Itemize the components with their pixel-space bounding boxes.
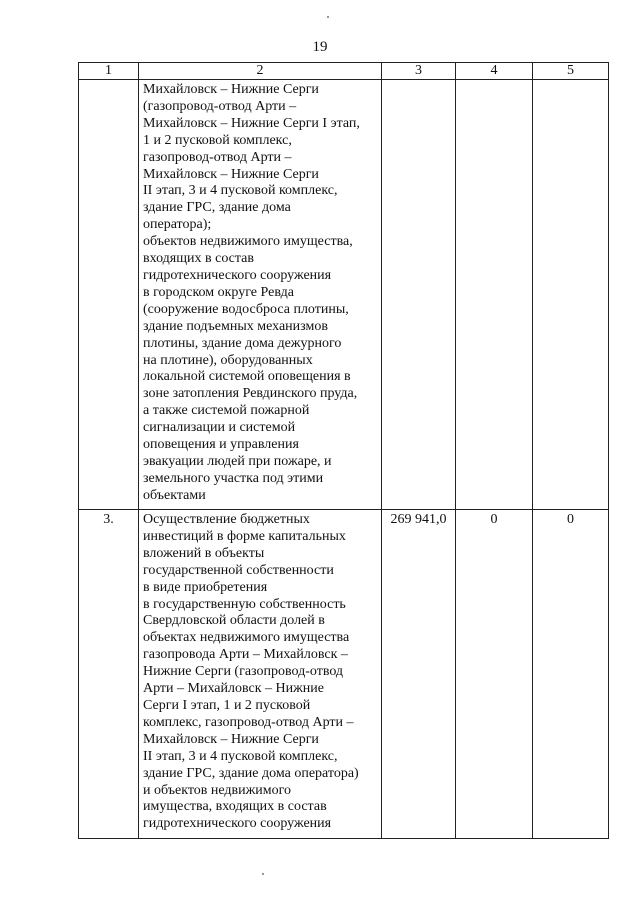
- text-line: зоне затопления Ревдинского пруда,: [143, 386, 358, 402]
- col4-cell: [456, 80, 533, 510]
- row-number-cell: [79, 510, 139, 839]
- text-line: Михайловск – Нижние Серги I этап,: [143, 115, 360, 131]
- text-line: Свердловской области долей в: [143, 613, 325, 629]
- description-cell: [139, 80, 382, 510]
- text-line: оповещения и управления: [143, 437, 299, 453]
- text-line: на плотине), оборудованных: [143, 352, 313, 368]
- text-line: Михайловск – Нижние Серги: [143, 166, 319, 182]
- text-line: плотины, здание дома дежурного: [143, 335, 342, 351]
- col5-cell: [533, 510, 609, 839]
- text-line: Осуществление бюджетных: [143, 512, 310, 527]
- text-line: и объектов недвижимого: [143, 782, 292, 798]
- text-line: гидротехнического сооружения: [143, 267, 332, 283]
- text-line: в государственную собственность: [143, 596, 346, 612]
- text-line: земельного участка под этими: [143, 470, 324, 486]
- text-line: II этап, 3 и 4 пусковой комплекс,: [143, 748, 338, 764]
- header-cell: 2: [139, 63, 382, 80]
- text-line: газопровода Арти – Михайловск –: [143, 647, 348, 663]
- text-line: II этап, 3 и 4 пусковой комплекс,: [143, 183, 338, 199]
- col4-value: 0: [490, 512, 498, 527]
- amount-value: 269 941,0: [390, 512, 447, 527]
- col5-value: [533, 80, 608, 81]
- col4-cell: [456, 510, 533, 839]
- text-line: (сооружение водосброса плотины,: [143, 301, 349, 317]
- col5-value: 0: [567, 512, 574, 527]
- text-line: а также системой пожарной: [143, 403, 310, 419]
- header-cell: 4: [456, 63, 533, 80]
- row-number: [79, 80, 138, 81]
- text-line: Михайловск – Нижние Серги: [143, 82, 319, 97]
- amount-cell: [382, 80, 456, 510]
- table-header-row: [79, 63, 609, 80]
- text-line: гидротехнического сооружения: [143, 816, 332, 832]
- text-line: локальной системой оповещения в: [143, 369, 351, 385]
- description-text: [139, 510, 381, 833]
- text-line: комплекс, газопровод-отвод Арти –: [143, 714, 354, 730]
- amount-value: [382, 80, 455, 81]
- text-line: имущества, входящих в состав: [143, 799, 327, 815]
- text-line: газопровод-отвод Арти –: [143, 149, 292, 165]
- text-line: объектов недвижимого имущества,: [143, 234, 353, 250]
- text-line: Арти – Михайловск – Нижние: [143, 681, 325, 697]
- col5-cell: [533, 80, 609, 510]
- text-line: эвакуации людей при пожаре, и: [143, 453, 332, 469]
- text-line: входящих в состав: [143, 251, 255, 267]
- scan-speck: [327, 16, 329, 18]
- description-cell: [139, 510, 382, 839]
- text-line: (газопровод-отвод Арти –: [143, 98, 297, 114]
- header-cell: 5: [533, 63, 609, 80]
- row-number: 3.: [103, 512, 114, 527]
- amount-cell: [382, 510, 456, 839]
- text-line: оператора);: [143, 217, 212, 233]
- table-row: [79, 510, 609, 839]
- budget-table: [78, 62, 609, 839]
- page-number: 19: [312, 39, 328, 55]
- text-line: объектами: [143, 487, 206, 503]
- text-line: здание ГРС, здание дома: [143, 200, 291, 216]
- description-text: [139, 80, 381, 505]
- text-line: объектах недвижимого имущества: [143, 630, 350, 646]
- scan-speck: [262, 873, 264, 875]
- text-line: инвестиций в форме капитальных: [143, 528, 346, 544]
- text-line: 1 и 2 пусковой комплекс,: [143, 132, 292, 148]
- col4-value: [456, 80, 532, 81]
- text-line: Серги I этап, 1 и 2 пусковой: [143, 697, 311, 713]
- text-line: здание ГРС, здание дома оператора): [143, 765, 359, 781]
- text-line: Михайловск – Нижние Серги: [143, 731, 319, 747]
- text-line: здание подъемных механизмов: [143, 318, 328, 334]
- header-cell: 1: [79, 63, 139, 80]
- row-number-cell: [79, 80, 139, 510]
- text-line: Нижние Серги (газопровод-отвод: [143, 664, 344, 680]
- text-line: вложений в объекты: [143, 545, 265, 561]
- header-cell: 3: [382, 63, 456, 80]
- table-row: [79, 80, 609, 510]
- text-line: в виде приобретения: [143, 579, 268, 595]
- text-line: сигнализации и системой: [143, 420, 296, 436]
- text-line: государственной собственности: [143, 562, 334, 578]
- text-line: в городском округе Ревда: [143, 284, 294, 300]
